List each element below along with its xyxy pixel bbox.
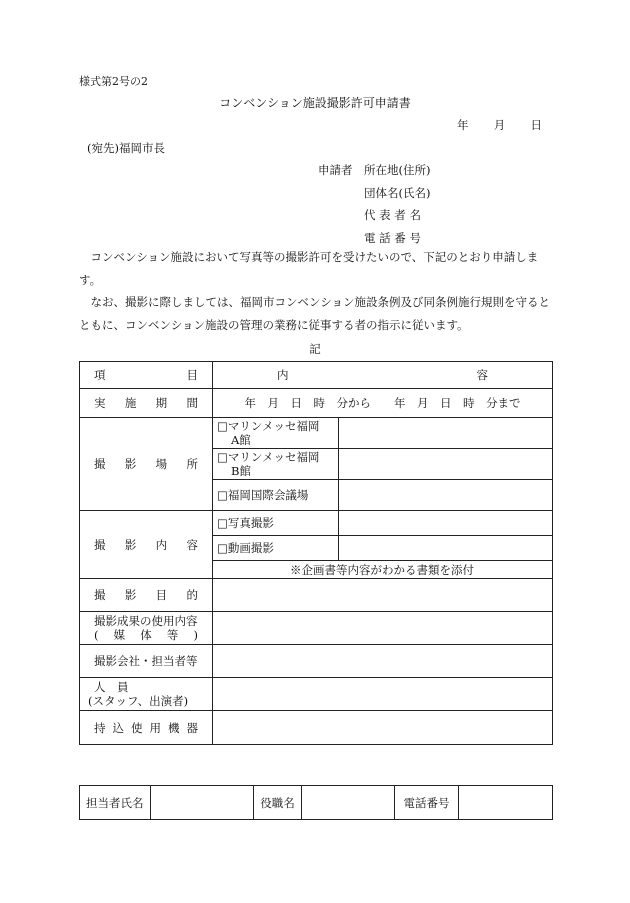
period-row bbox=[80, 389, 553, 418]
contact-table bbox=[79, 785, 553, 820]
staff-row bbox=[80, 678, 553, 711]
equipment-row bbox=[80, 711, 553, 745]
usage-field[interactable] bbox=[213, 612, 553, 645]
person-name-label: 担当者氏名 bbox=[80, 786, 151, 820]
form-number: 様式第2号の2 bbox=[79, 75, 148, 88]
job-title-label: 役職名 bbox=[254, 786, 302, 820]
date-month: 月 bbox=[493, 118, 506, 132]
location-b-field[interactable] bbox=[339, 449, 553, 480]
ki-heading: 記 bbox=[309, 342, 321, 356]
contact-row bbox=[80, 786, 553, 820]
table-header-row bbox=[80, 362, 553, 389]
header-item: 項 目 bbox=[80, 362, 213, 389]
purpose-row bbox=[80, 579, 553, 612]
content-note: ※企画書等内容がわかる書類を添付 bbox=[213, 561, 553, 579]
purpose-label: 撮 影 目 的 bbox=[80, 579, 213, 612]
usage-label: 撮影成果の使用内容 ( 媒 体 等 ) bbox=[80, 612, 213, 645]
equipment-label: 持 込 使 用 機 器 bbox=[80, 711, 213, 745]
content-photo-field[interactable] bbox=[339, 511, 553, 536]
purpose-field[interactable] bbox=[213, 579, 553, 612]
header-content: 内 容 bbox=[213, 362, 553, 389]
equipment-field[interactable] bbox=[213, 711, 553, 745]
company-label: 撮影会社・担当者等 bbox=[80, 645, 213, 678]
content-label: 撮 影 内 容 bbox=[80, 511, 213, 579]
date-day: 日 bbox=[530, 118, 542, 132]
applicant-org-name: 団体名(氏名) bbox=[364, 186, 431, 200]
applicant-address: 所在地(住所) bbox=[364, 163, 431, 177]
paragraph-compliance: なお、撮影に際しましては、福岡市コンベンション施設条例及び同条例施行規則を守るとともに、コンベンション施設の管理の業務に従事する者の指示に従います。 bbox=[79, 295, 550, 332]
applicant-label: 申請者 bbox=[318, 163, 353, 177]
option-fukuoka-congress[interactable]: □福岡国際会議場 bbox=[213, 480, 339, 511]
option-video[interactable]: □動画撮影 bbox=[213, 536, 339, 561]
option-marine-messe-a[interactable]: □マリンメッセ福岡 A館 bbox=[213, 418, 339, 449]
usage-row bbox=[80, 612, 553, 645]
person-name-field[interactable] bbox=[151, 786, 254, 820]
company-row bbox=[80, 645, 553, 678]
option-photo[interactable]: □写真撮影 bbox=[213, 511, 339, 536]
date-year: 年 bbox=[457, 118, 469, 132]
content-row-photo bbox=[80, 511, 553, 536]
location-label: 撮 影 場 所 bbox=[80, 418, 213, 511]
addressee: (宛先)福岡市長 bbox=[87, 141, 165, 155]
location-row-a bbox=[80, 418, 553, 449]
phone-number-field[interactable] bbox=[459, 786, 553, 820]
applicant-phone: 電 話 番 号 bbox=[364, 231, 421, 245]
content-video-field[interactable] bbox=[339, 536, 553, 561]
staff-field[interactable] bbox=[213, 678, 553, 711]
phone-number-label: 電話番号 bbox=[395, 786, 459, 820]
period-value[interactable]: 年 月 日 時 分から 年 月 日 時 分まで bbox=[213, 389, 553, 418]
location-congress-field[interactable] bbox=[339, 480, 553, 511]
date-line bbox=[457, 118, 542, 132]
application-table bbox=[79, 361, 553, 745]
page-title: コンベンション施設撮影許可申請書 bbox=[219, 96, 411, 110]
job-title-field[interactable] bbox=[302, 786, 395, 820]
period-label: 実 施 期 間 bbox=[80, 389, 213, 418]
staff-label: 人 員 (スタッフ、出演者) bbox=[80, 678, 213, 711]
paragraph-request: コンベンション施設において写真等の撮影許可を受けたいので、下記のとおり申請します。 bbox=[79, 250, 539, 287]
location-a-field[interactable] bbox=[339, 418, 553, 449]
applicant-representative: 代 表 者 名 bbox=[364, 208, 421, 222]
option-marine-messe-b[interactable]: □マリンメッセ福岡 B館 bbox=[213, 449, 339, 480]
company-field[interactable] bbox=[213, 645, 553, 678]
